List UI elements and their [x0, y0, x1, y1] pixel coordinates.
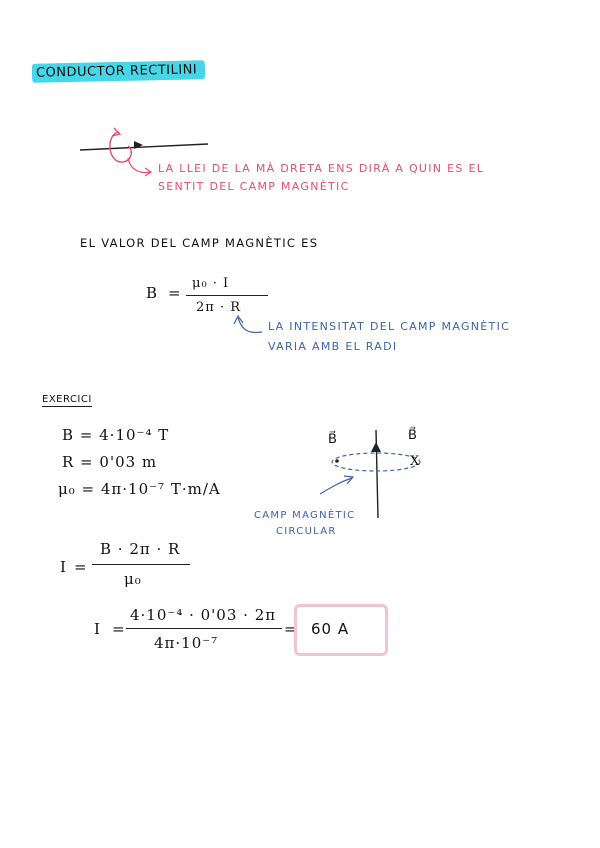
diagram-label-b-right: B⃗ — [408, 428, 418, 443]
formula-b-numerator: μ₀ · I — [192, 276, 230, 291]
diagram-label-b-left: B⃗ — [328, 432, 338, 447]
exercise-title: EXERCICI — [42, 394, 92, 405]
calc-i-eq2: = — [284, 620, 298, 638]
page-title: CONDUCTOR RECTILINI — [32, 60, 206, 83]
intensity-pointer — [234, 316, 262, 332]
given-r: R = 0'03 m — [62, 453, 158, 471]
formula-i-denominator: μ₀ — [124, 570, 142, 588]
formula-b-eq: = — [168, 284, 182, 302]
field-value-intro: EL VALOR DEL CAMP MAGNÈTIC ES — [80, 236, 319, 250]
formula-i-numerator: B · 2π · R — [100, 540, 181, 558]
formula-b-denominator: 2π · R — [196, 300, 241, 315]
given-mu: μ₀ = 4π·10⁻⁷ T·m/A — [58, 480, 221, 498]
calc-i-numerator: 4·10⁻⁴ · 0'03 · 2π — [130, 606, 277, 624]
hand-rule-note-line1: LA LLEI DE LA MÀ DRETA ENS DIRÀ A QUIN ES EL — [158, 162, 485, 175]
diagram-x-mark: X — [410, 454, 421, 469]
formula-b-fraction-bar — [186, 295, 268, 296]
formula-b-lhs: B — [146, 284, 159, 302]
circular-field-note-line1: CAMP MAGNÈTIC — [254, 510, 356, 521]
calc-i-lhs: I — [94, 620, 101, 638]
formula-i-lhs: I — [60, 558, 67, 576]
calc-i-denominator: 4π·10⁻⁷ — [154, 634, 219, 652]
calc-i-eq: = — [112, 620, 126, 638]
calc-i-fraction-bar — [126, 628, 282, 629]
formula-i-fraction-bar — [92, 564, 190, 565]
hand-rule-note-line2: SENTIT DEL CAMP MAGNÈTIC — [158, 180, 350, 193]
intensity-note-line1: LA INTENSITAT DEL CAMP MAGNÈTIC — [268, 320, 511, 333]
given-b: B = 4·10⁻⁴ T — [62, 426, 170, 444]
formula-i-eq: = — [74, 558, 88, 576]
answer-value: 60 A — [311, 620, 350, 638]
intensity-note-line2: VARIA AMB EL RADI — [268, 340, 398, 353]
circular-field-note-line2: CIRCULAR — [276, 526, 337, 537]
